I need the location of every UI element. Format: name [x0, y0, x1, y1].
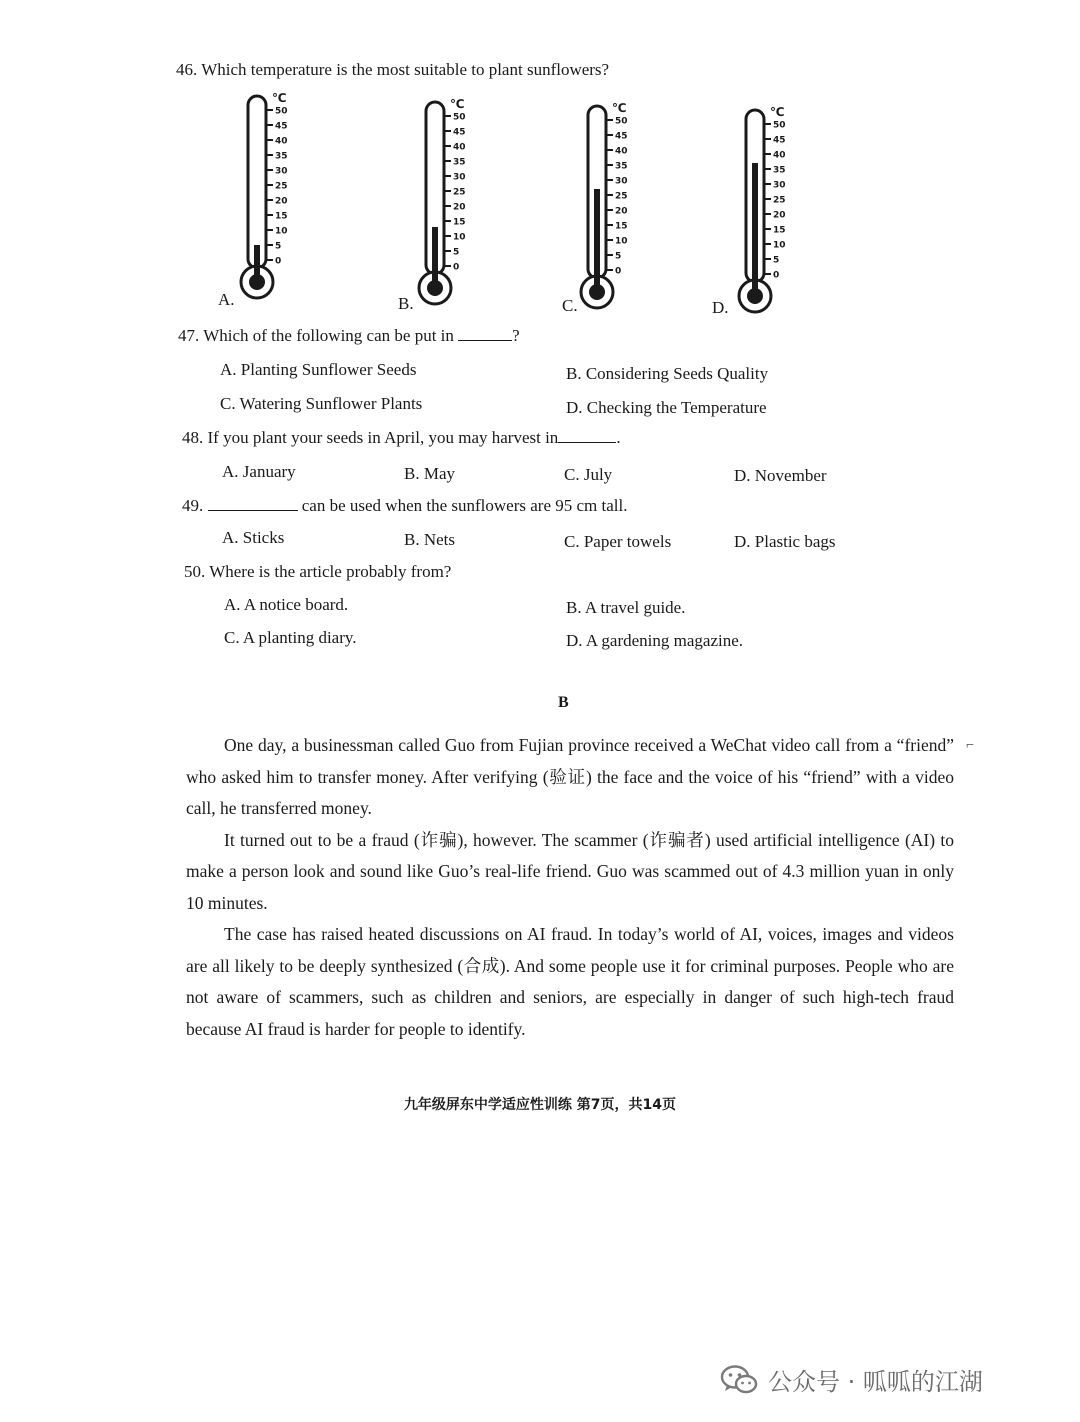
option-d[interactable]: D. A gardening magazine. — [566, 631, 744, 650]
question-46 — [176, 60, 609, 80]
tick-label: 50 — [275, 106, 288, 117]
tick-label: 25 — [275, 181, 288, 192]
thermometer-graphic — [724, 106, 814, 316]
tick-label: 0 — [453, 262, 460, 273]
thermometer-bulb-fill — [589, 284, 605, 300]
question-text-end: . — [616, 428, 621, 447]
answer-blank — [208, 496, 298, 511]
tick-label: 15 — [275, 211, 288, 222]
tick-label: 15 — [615, 221, 628, 232]
mercury-column — [752, 163, 758, 290]
thermometer-graphic — [566, 102, 656, 312]
option-d[interactable]: D. Checking the Temperature — [566, 398, 767, 417]
option-a[interactable]: A. A notice board. — [224, 595, 349, 614]
question-text: Where is the article probably from? — [209, 562, 452, 581]
thermometer-c — [566, 102, 656, 322]
tick-label: 5 — [615, 251, 622, 262]
tick-label: 10 — [453, 232, 466, 243]
tick-label: 35 — [773, 165, 786, 176]
mercury-column — [594, 189, 600, 286]
page-footer: 九年级屏东中学适应性训练 第7页，共14页 — [403, 1097, 677, 1113]
watermark-text: 公众号 · 呱呱的江湖 — [768, 1368, 983, 1396]
option-label[interactable]: B. — [398, 294, 414, 313]
tick-label: 45 — [615, 131, 628, 142]
option-a[interactable]: A. January — [222, 462, 296, 481]
tick-label: 25 — [615, 191, 628, 202]
option-label[interactable]: A. — [218, 290, 235, 309]
tick-label: 35 — [615, 161, 628, 172]
option-b[interactable]: B. A travel guide. — [566, 598, 686, 617]
answer-blank — [458, 326, 512, 341]
question-text: Which temperature is the most suitable to plant sunflowers? — [201, 60, 610, 79]
option-b[interactable]: B. Nets — [404, 530, 455, 549]
question-text: If you plant your seeds in April, you may harvest in — [207, 428, 559, 447]
section-heading: B — [558, 694, 569, 711]
wechat-icon — [720, 1364, 758, 1396]
tick-label: 15 — [453, 217, 466, 228]
thermometer-b — [404, 98, 494, 318]
tick-label: 5 — [773, 255, 780, 266]
tick-label: 15 — [773, 225, 786, 236]
thermometer-graphic — [226, 92, 316, 302]
thermometer-bulb-fill — [249, 274, 265, 290]
option-b[interactable]: B. May — [404, 464, 455, 483]
tick-label: 40 — [453, 142, 466, 153]
tick-label: 50 — [453, 112, 466, 123]
unit-label: ℃ — [612, 101, 627, 115]
watermark — [720, 1362, 983, 1397]
question-49 — [182, 496, 627, 516]
tick-label: 35 — [275, 151, 288, 162]
tick-label: 10 — [275, 226, 288, 237]
question-number: 50. — [184, 562, 206, 581]
option-c[interactable]: C. Watering Sunflower Plants — [220, 394, 423, 413]
paragraph-2: It turned out to be a fraud (诈骗), however. The scammer (诈骗者) used artificial intelligence (AI) to make a person look and sound like Guo’s real-life friend. Guo was scammed out of 4.3 million yuan in only 10 minutes. — [186, 829, 954, 913]
question-number: 47. — [178, 326, 200, 345]
question-47 — [178, 326, 520, 346]
tick-label: 20 — [773, 210, 786, 221]
unit-label: ℃ — [450, 97, 465, 111]
paragraph-1: One day, a businessman called Guo from Fujian province received a WeChat video call from a “friend” who asked him to transfer money. After verifying (验证) the face and the voice of his “friend” with a video call, he transferred money. — [186, 735, 954, 818]
tick-label: 0 — [615, 266, 622, 277]
tick-label: 5 — [275, 241, 282, 252]
option-b[interactable]: B. Considering Seeds Quality — [566, 364, 769, 383]
tick-label: 40 — [773, 150, 786, 161]
question-number: 48. — [182, 428, 204, 447]
question-50 — [184, 562, 451, 582]
pencil-mark-icon: ⌐ — [966, 738, 974, 753]
unit-label: ℃ — [272, 91, 287, 105]
option-label[interactable]: C. — [562, 296, 578, 315]
reading-passage — [186, 730, 954, 1045]
thermometer-tube — [248, 96, 266, 268]
tick-label: 10 — [615, 236, 628, 247]
option-label[interactable]: D. — [712, 298, 729, 317]
tick-label: 45 — [275, 121, 288, 132]
tick-label: 35 — [453, 157, 466, 168]
thermometer-bulb-fill — [747, 288, 763, 304]
answer-blank — [558, 428, 616, 443]
option-a[interactable]: A. Planting Sunflower Seeds — [220, 360, 417, 379]
tick-label: 30 — [275, 166, 288, 177]
tick-label: 20 — [453, 202, 466, 213]
tick-label: 45 — [453, 127, 466, 138]
thermometer-bulb-fill — [427, 280, 443, 296]
unit-label: ℃ — [770, 105, 785, 119]
question-text-end: ? — [512, 326, 520, 345]
option-c[interactable]: C. Paper towels — [564, 532, 672, 551]
tick-label: 10 — [773, 240, 786, 251]
tick-label: 40 — [275, 136, 288, 147]
tick-label: 0 — [773, 270, 780, 281]
tick-label: 50 — [773, 120, 786, 131]
question-text: can be used when the sunflowers are 95 cm tall. — [301, 496, 628, 515]
tick-label: 0 — [275, 256, 282, 267]
option-c[interactable]: C. A planting diary. — [224, 628, 357, 647]
paragraph-3: The case has raised heated discussions on AI fraud. In today’s world of AI, voices, images and videos are all likely to be deeply synthesized (合成). And some people use it for criminal purposes. People who are not aware of scammers, such as children and seniors, are especially in danger of such high-tech fraud because AI fraud is harder for people to identify. — [186, 924, 954, 1039]
tick-label: 25 — [453, 187, 466, 198]
tick-label: 25 — [773, 195, 786, 206]
tick-label: 50 — [615, 116, 628, 127]
question-48 — [182, 428, 621, 448]
question-number: 46. — [176, 60, 198, 79]
question-text: Which of the following can be put in — [203, 326, 454, 345]
question-number: 49. — [182, 496, 204, 515]
option-d[interactable]: D. Plastic bags — [734, 532, 836, 551]
tick-label: 30 — [615, 176, 628, 187]
thermometer-graphic — [404, 98, 494, 308]
option-a[interactable]: A. Sticks — [222, 528, 285, 547]
mercury-column — [254, 245, 260, 276]
tick-label: 30 — [453, 172, 466, 183]
tick-label: 5 — [453, 247, 460, 258]
option-c[interactable]: C. July — [564, 465, 613, 484]
tick-label: 20 — [275, 196, 288, 207]
thermometer-a — [226, 92, 316, 312]
mercury-column — [432, 227, 438, 282]
tick-label: 20 — [615, 206, 628, 217]
thermometer-d — [724, 106, 814, 326]
tick-label: 45 — [773, 135, 786, 146]
tick-label: 30 — [773, 180, 786, 191]
tick-label: 40 — [615, 146, 628, 157]
option-d[interactable]: D. November — [734, 466, 827, 485]
